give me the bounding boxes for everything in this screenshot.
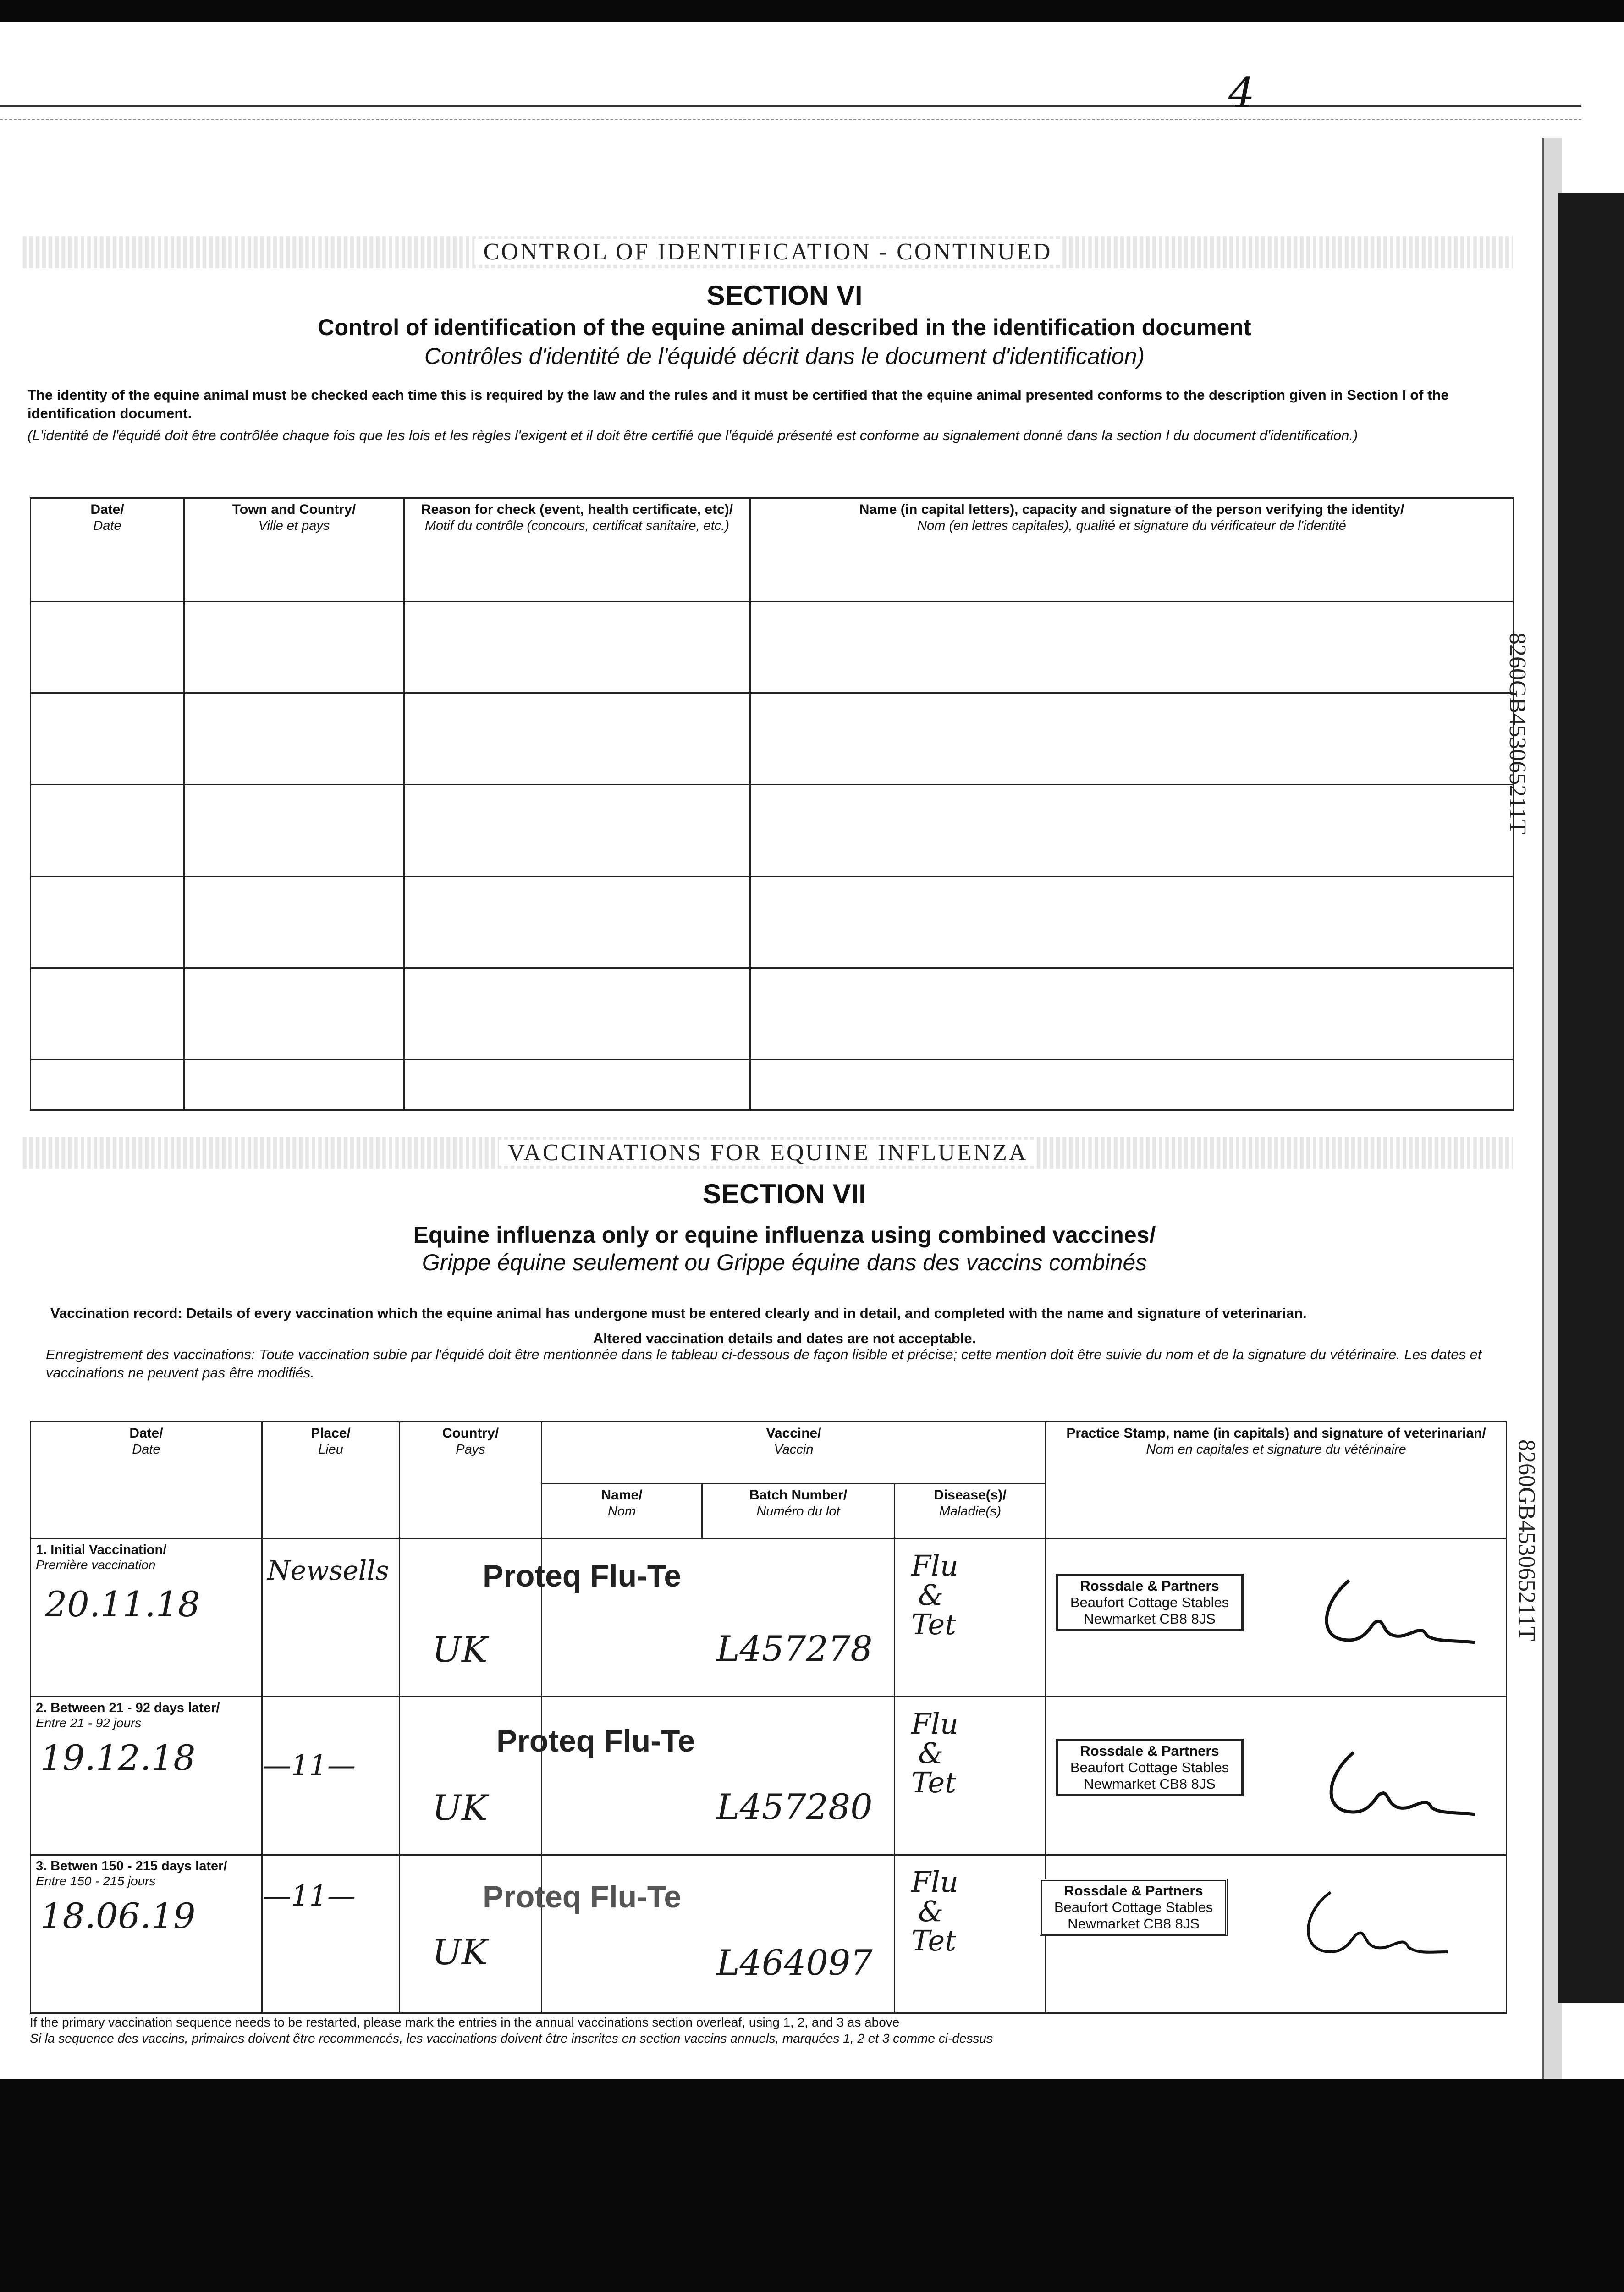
vacc-row2-disease-line1: Flu [911,1707,958,1741]
vacc-row1-date-cell [31,1539,262,1697]
vacc-row2-country: UK [432,1787,488,1828]
vacc-row2-batch: L457280 [716,1786,873,1827]
vacc-col-stamp [1046,1422,1507,1539]
vet-stamp [1056,1574,1244,1631]
vacc-row2-disease-line2: & [918,1736,944,1770]
col-date-fr: Date [93,518,121,533]
vacc-row1-name-batch-cell [483,1539,895,1697]
vacc-col-name [542,1484,702,1539]
col-verifier [750,498,1514,601]
stamp-line-2: Beaufort Cottage Stables [1070,1594,1229,1610]
vacc-row2-label-en: 2. Between 21 - 92 days later/ [36,1701,220,1715]
vacc-col-date-fr: Date [132,1442,160,1457]
col-verifier-en: Name (in capital letters), capacity and signature of the person verifying the identity/ [859,502,1404,517]
col-town-country [184,498,404,601]
vacc-col-batch-fr: Numéro du lot [756,1504,840,1519]
document-id-vertical: 8260GB453065211T [1504,633,1530,835]
banner-vaccinations [23,1137,1513,1169]
footnote-en: If the primary vaccination sequence needs to be restarted, please mark the entries in the annual vaccinations section overleaf, using 1, 2, and 3 as above [30,2015,900,2029]
vacc-row1-stamp-cell [1046,1539,1507,1697]
section7-title-en: Equine influenza only or equine influenza using combined vaccines/ [413,1222,1156,1248]
vacc-row1-disease-line1: Flu [911,1549,958,1582]
vacc-col-vaccine [542,1422,1046,1484]
identity-check-header-row [31,498,1514,601]
vet-signature [1312,1748,1477,1821]
vacc-row3-name-batch-cell [483,1855,895,2013]
vacc-col-country [400,1422,542,1539]
vacc-col-stamp-fr: Nom en capitales et signature du vétérinaire [1146,1442,1406,1457]
vacc-row2-country-cell [400,1697,542,1855]
identity-check-row [31,785,1514,876]
scan-bottom-border [0,2079,1624,2292]
vacc-row3-disease-cell [895,1855,1046,2013]
vacc-row1-batch: L457278 [716,1628,873,1669]
section7-intro-en-2: Altered vaccination details and dates are not acceptable. [593,1330,976,1346]
identity-check-row [31,968,1514,1060]
vacc-row3-vaccine: Proteq Flu-Te [483,1879,682,1914]
vacc-row1-disease-line2: & [918,1578,944,1612]
col-reason [404,498,750,601]
vacc-col-name-fr: Nom [607,1504,636,1519]
col-date-en: Date/ [90,502,124,517]
vacc-row2-place: —11— [263,1748,356,1782]
identity-check-row [31,601,1514,693]
vacc-row2-label-fr: Entre 21 - 92 jours [36,1716,142,1730]
vacc-row1-country: UK [432,1629,488,1670]
vacc-row3-batch: L464097 [716,1942,873,1983]
vacc-row3-stamp-cell [1046,1855,1507,2013]
section6-intro-fr: (L'identité de l'équidé doit être contrôlée chaque fois que les lois et les règles l'exigent et il doit être certifié que l'équidé présenté est conforme au signalement donné dans la section I du document d'identification.) [28,427,1358,443]
identity-check-table [30,497,1514,1111]
vacc-row1-date: 20.11.18 [45,1584,200,1625]
vacc-row3-label-fr: Entre 150 - 215 jours [36,1874,156,1888]
vacc-col-vaccine-en: Vaccine/ [766,1426,821,1441]
vacc-row1-place-cell [262,1539,400,1697]
vacc-row3-disease-line2: & [918,1895,944,1928]
scan-top-border [0,0,1624,22]
vacc-col-vaccine-fr: Vaccin [774,1442,814,1457]
document-id-vertical-2: 8260GB453065211T [1514,1439,1540,1642]
vacc-row3-disease-line3: Tet [911,1924,957,1957]
identity-check-row [31,1060,1514,1110]
stamp-line-3: Newmarket CB8 8JS [1084,1776,1216,1792]
section6-title-en: Control of identification of the equine animal described in the identification document [318,314,1251,340]
vacc-col-batch-en: Batch Number/ [749,1488,848,1503]
vacc-col-batch [702,1484,895,1539]
page-edge-dash [0,119,1581,120]
section6-title-fr: Contrôles d'identité de l'équidé décrit dans le document d'identification) [424,343,1145,369]
stamp-line-3: Newmarket CB8 8JS [1068,1916,1200,1932]
vacc-col-country-fr: Pays [456,1442,485,1457]
vacc-col-disease [895,1484,1046,1539]
vaccination-row-1 [31,1539,1507,1697]
scan-side-shadow [1558,193,1624,2003]
vacc-row1-label-en: 1. Initial Vaccination/ [36,1543,167,1557]
col-town-en: Town and Country/ [232,502,356,517]
vaccination-row-2 [31,1697,1507,1855]
col-reason-en: Reason for check (event, health certificate, etc)/ [421,502,733,517]
vacc-row2-vaccine: Proteq Flu-Te [496,1724,695,1758]
vet-signature [1285,1888,1450,1961]
vaccination-row-3 [31,1855,1507,2013]
stamp-line-2: Beaufort Cottage Stables [1054,1899,1213,1915]
vacc-row3-date-cell [31,1855,262,2013]
vacc-row2-name-batch-cell [496,1697,895,1855]
section7-intro-en: Vaccination record: Details of every vaccination which the equine animal has undergone must be entered clearly and in detail, and completed with the name and signature of veterinarian. [50,1305,1307,1321]
vacc-row2-stamp-cell [1046,1697,1507,1855]
stamp-line-3: Newmarket CB8 8JS [1084,1611,1216,1627]
vacc-row2-place-cell [262,1697,400,1855]
vaccination-table [30,1421,1507,2014]
vacc-col-disease-en: Disease(s)/ [934,1488,1007,1503]
vacc-row2-date-cell [31,1697,262,1855]
vacc-row3-place: —11— [263,1879,356,1912]
vacc-row1-place: Newsells [267,1555,389,1586]
banner-control-identification [23,236,1513,268]
col-town-fr: Ville et pays [258,518,330,533]
section6-heading: SECTION VI [706,280,863,311]
vacc-col-date [31,1422,262,1539]
identity-check-row [31,876,1514,968]
col-verifier-fr: Nom (en lettres capitales), qualité et signature du vérificateur de l'identité [917,518,1346,533]
vacc-row3-country: UK [432,1932,488,1972]
vacc-row3-disease-line1: Flu [911,1865,958,1899]
vaccination-header-row [31,1422,1507,1484]
vacc-row3-place-cell [262,1855,400,2013]
vacc-col-country-en: Country/ [442,1426,499,1441]
vet-signature [1312,1576,1477,1649]
vacc-row2-date: 19.12.18 [40,1737,196,1778]
stamp-line-1: Rossdale & Partners [1080,1578,1219,1594]
banner-control-identification-text: CONTROL OF IDENTIFICATION - CONTINUED [474,239,1062,265]
vacc-row1-vaccine: Proteq Flu-Te [483,1559,682,1593]
banner-vaccinations-text: VACCINATIONS FOR EQUINE INFLUENZA [499,1140,1037,1166]
section7-heading: SECTION VII [703,1179,866,1209]
vacc-row3-date: 18.06.19 [40,1895,196,1936]
page-edge-line [0,105,1581,107]
footnote-fr: Si la sequence des vaccins, primaires doivent être recommencés, les vaccinations doivent être inscrites en section vaccins annuels, marquées 1, 2 et 3 comme ci-dessus [30,2031,993,2045]
vet-stamp [1056,1739,1244,1796]
stamp-line-1: Rossdale & Partners [1080,1743,1219,1759]
vacc-row3-label-en: 3. Betwen 150 - 215 days later/ [36,1859,227,1873]
vet-stamp [1040,1879,1228,1936]
stamp-line-1: Rossdale & Partners [1064,1883,1203,1899]
vacc-row1-disease-line3: Tet [911,1608,957,1641]
vacc-col-name-en: Name/ [601,1488,643,1503]
vacc-col-disease-fr: Maladie(s) [939,1504,1002,1519]
page-number-mark: 4 [1228,69,1255,117]
col-date [31,498,184,601]
col-reason-fr: Motif du contrôle (concours, certificat sanitaire, etc.) [424,518,730,533]
vacc-col-place [262,1422,400,1539]
vacc-row2-disease-cell [895,1697,1046,1855]
vacc-col-date-en: Date/ [129,1426,163,1441]
vacc-col-place-en: Place/ [311,1426,351,1441]
vacc-col-place-fr: Lieu [318,1442,343,1457]
vacc-row1-label-fr: Première vaccination [36,1558,156,1572]
vacc-col-stamp-en: Practice Stamp, name (in capitals) and signature of veterinarian/ [1066,1426,1486,1441]
stamp-line-2: Beaufort Cottage Stables [1070,1759,1229,1775]
vacc-row1-disease-cell [895,1539,1046,1697]
section7-intro-fr: Enregistrement des vaccinations: Toute vaccination subie par l'équidé doit être mentionnée dans le tableau ci-dessous de façon lisible et précise; cette mention doit être suivie du nom et de la signature du vétérinaire. Les dates et vaccinations ne peuvent pas être modifiés. [46,1346,1482,1381]
section7-title-fr: Grippe équine seulement ou Grippe équine dans des vaccins combinés [422,1250,1147,1275]
section6-intro-en: The identity of the equine animal must be checked each time this is required by the law and the rules and it must be certified that the equine animal presented conforms to the description given in Section I of the identification document. [28,387,1449,421]
identity-check-row [31,693,1514,785]
vacc-row2-disease-line3: Tet [911,1766,957,1799]
